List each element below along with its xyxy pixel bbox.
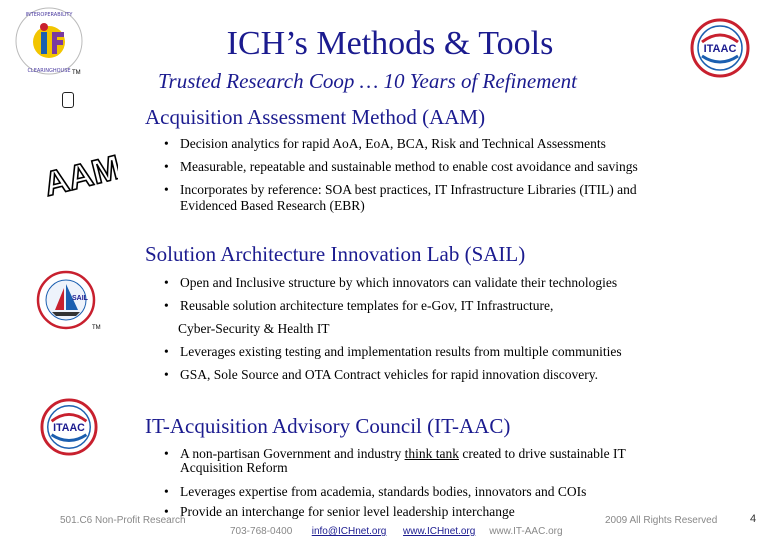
itaac-bullet-text: A non-partisan Government and industry	[180, 446, 405, 461]
aam-bullet: • Measurable, repeatable and sustainable method to enable cost avoidance and savings	[158, 159, 773, 175]
sail-bullet: • Leverages existing testing and implementation results from multiple communities	[158, 344, 773, 360]
sail-logo	[36, 270, 96, 330]
sail-logo-tm: TM	[92, 325, 101, 331]
svg-text:ITAAC: ITAAC	[53, 421, 85, 434]
aam-wordart-icon	[38, 140, 118, 200]
ich-logo-graphic	[14, 6, 84, 76]
bullet-square-icon	[62, 92, 74, 108]
svg-text:AAM: AAM	[40, 148, 118, 200]
sail-bullet: • GSA, Sole Source and OTA Contract vehicles for rapid innovation discovery.	[158, 367, 773, 383]
sail-bullet: • Reusable solution architecture templates for e-Gov, IT Infrastructure,	[158, 298, 773, 314]
itaac-heading: IT-Acquisition Advisory Council (IT-AAC)	[145, 414, 511, 438]
footer-rights: 2009 All Rights Reserved	[605, 515, 718, 526]
page-number: 4	[750, 513, 757, 525]
svg-text:CLEARINGHOUSE: CLEARINGHOUSE	[27, 68, 71, 74]
aam-bullet-list	[158, 136, 773, 221]
itaac-bullet: • Provide an interchange for senior level leadership interchange	[158, 504, 773, 520]
sail-boat-icon	[36, 270, 96, 330]
ich-logo	[14, 6, 84, 76]
itaac-logo-top	[690, 18, 750, 78]
aam-bullet: • Decision analytics for rapid AoA, EoA, BCA, Risk and Technical Assessments	[158, 136, 773, 152]
page-subtitle: Trusted Research Coop … 10 Years of Refinement	[158, 69, 578, 93]
svg-text:ITAAC: ITAAC	[703, 43, 737, 55]
footer-itaac-link[interactable]: www.IT-AAC.org	[489, 526, 563, 537]
footer-contact	[230, 526, 650, 538]
svg-text:INTEROPERABILITY: INTEROPERABILITY	[25, 12, 73, 18]
aam-heading: Acquisition Assessment Method (AAM)	[145, 105, 486, 129]
itaac-bullet-text: created to drive sustainable IT	[458, 446, 626, 461]
aam-art	[38, 140, 118, 200]
footer-phone: 703-768-0400	[230, 526, 293, 537]
footer-ichnet-link[interactable]: www.ICHnet.org	[403, 526, 476, 537]
page-title: ICH’s Methods & Tools	[226, 25, 554, 62]
sail-bullet: • Open and Inclusive structure by which innovators can validate their technologies	[158, 275, 773, 291]
itaac-seal-icon	[690, 18, 750, 78]
sail-bullet-continued: Cyber-Security & Health IT	[178, 321, 330, 336]
footer-left: 501.C6 Non-Profit Research	[60, 515, 186, 526]
aam-bullet: • Incorporates by reference: SOA best practices, IT Infrastructure Libraries (ITIL) and	[158, 182, 773, 198]
ich-logo-tm: TM	[72, 70, 81, 76]
itaac-seal-icon	[40, 398, 98, 456]
footer-email-link[interactable]: info@ICHnet.org	[311, 526, 387, 537]
sail-heading: Solution Architecture Innovation Lab (SAIL)	[145, 242, 526, 266]
think-tank-link[interactable]: think tank	[404, 446, 459, 461]
sail-bullet-list	[158, 275, 773, 390]
itaac-bullet: • Leverages expertise from academia, standards bodies, innovators and COIs	[158, 484, 773, 500]
aam-bullet-continued: Evidenced Based Research (EBR)	[180, 198, 365, 213]
svg-text:SAIL: SAIL	[72, 295, 88, 302]
itaac-logo-side	[40, 398, 98, 456]
itaac-bullet-continued: Acquisition Reform	[180, 460, 288, 475]
